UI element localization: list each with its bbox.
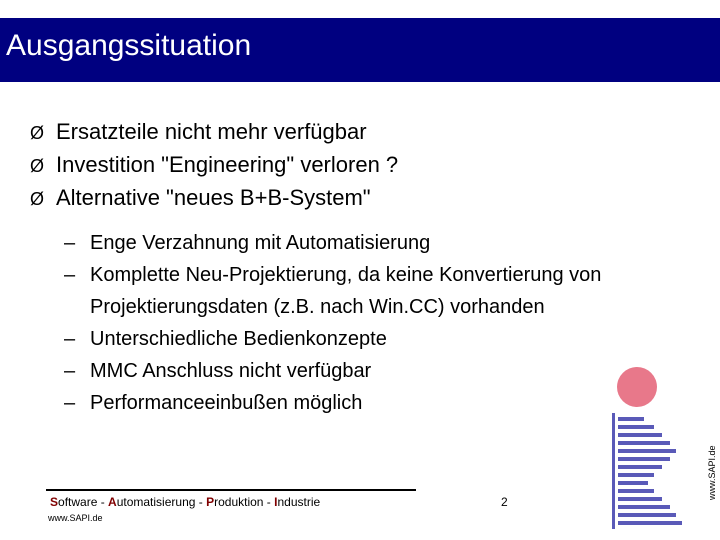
bullet-text: Investition "Engineering" verloren ? <box>56 152 399 177</box>
bullet-list <box>30 116 398 215</box>
tagline-word: utomatisierung - <box>116 495 207 509</box>
sub-bullet-item <box>64 323 624 355</box>
logo-circle <box>617 367 657 407</box>
tagline-initial: A <box>108 495 117 509</box>
tagline-initial: P <box>206 495 215 509</box>
dash-marker: – <box>64 232 76 254</box>
arrow-bullet-icon: Ø <box>30 123 45 143</box>
sub-bullet-text: MMC Anschluss nicht verfügbar <box>90 360 372 382</box>
slide-title: Ausgangssituation <box>6 29 252 62</box>
sub-bullet-item <box>64 355 624 387</box>
sub-bullet-item <box>64 387 624 419</box>
dash-marker: – <box>64 264 76 286</box>
tagline-initial: I <box>274 495 278 509</box>
dash-marker: – <box>64 360 76 382</box>
arrow-bullet-icon: Ø <box>30 189 45 209</box>
logo-bars <box>618 417 682 525</box>
sub-bullet-text: Enge Verzahnung mit Automatisierung <box>90 232 431 254</box>
sub-bullet-text: Unterschiedliche Bedienkonzepte <box>90 328 387 350</box>
tagline-initial: S <box>50 495 59 509</box>
bullet-item <box>30 182 398 215</box>
bullet-text: Alternative "neues B+B-System" <box>56 185 371 210</box>
footer-divider <box>46 489 416 491</box>
bullet-item <box>30 116 398 149</box>
dash-marker: – <box>64 328 76 350</box>
page-number: 2 <box>501 495 508 509</box>
tagline-word: oftware - <box>58 495 109 509</box>
dash-marker: – <box>64 392 76 414</box>
sub-bullet-item <box>64 227 624 259</box>
footer-url: www.SAPI.de <box>48 513 103 523</box>
arrow-bullet-icon: Ø <box>30 156 45 176</box>
tagline-word: roduktion - <box>214 495 275 509</box>
sub-bullet-text: Performanceeinbußen möglich <box>90 392 363 414</box>
sub-bullet-list <box>64 227 624 419</box>
sub-bullet-text: Komplette Neu-Projektierung, da keine Konvertierung von Projektierungsdaten (z.B. nach Win.CC) vorhanden <box>90 264 602 318</box>
sapi-logo-icon <box>612 363 698 531</box>
sub-bullet-item <box>64 259 624 323</box>
bullet-text: Ersatzteile nicht mehr verfügbar <box>56 119 367 144</box>
bullet-item <box>30 149 398 182</box>
side-url: www.SAPI.de <box>707 445 717 500</box>
tagline-word: ndustrie <box>277 495 321 509</box>
footer-tagline <box>50 495 320 509</box>
